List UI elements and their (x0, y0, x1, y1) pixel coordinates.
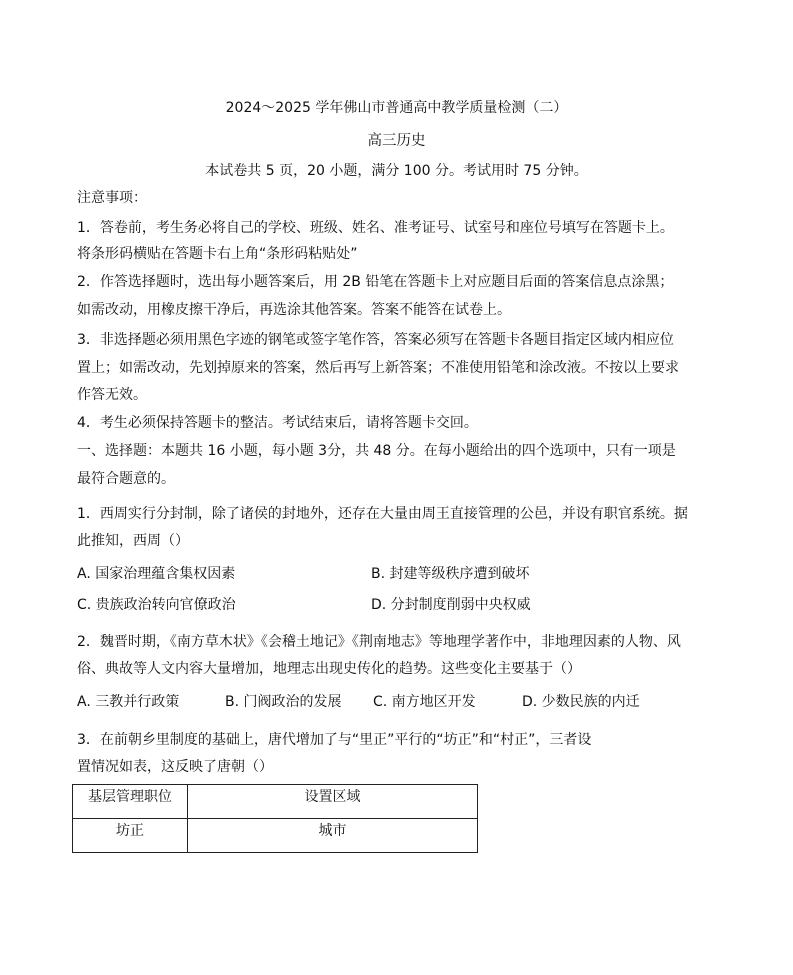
table-row (73, 819, 478, 853)
notice-line-6: 置上；如需改动，先划掉原来的答案，然后再写上新答案；不准使用铅笔和涂改液。不按以上要求 (77, 360, 679, 376)
notice-line-7: 作答无效。 (77, 387, 147, 403)
table-header-cell: 基层管理职位 (73, 785, 188, 819)
q2-stem-line-2: 俗、典故等人文内容大量增加，地理志出现史传化的趋势。这些变化主要基于（） (77, 661, 581, 677)
section1-line-1: 一、选择题：本题共 16 小题，每小题 3分，共 48 分。在每小题给出的四个选项中，只有一项是 (77, 443, 676, 459)
q1-option-b: B. 封建等级秩序遭到破坏 (371, 566, 530, 582)
q2-stem-line-1: 2．魏晋时期，《南方草木状》《会稽土地记》《荆南地志》等地理学著作中，非地理因素的人物、风 (77, 634, 681, 650)
exam-title: 2024～2025 学年佛山市普通高中教学质量检测（二） (225, 100, 568, 116)
q2-option-d: D. 少数民族的内迁 (522, 694, 640, 710)
notice-line-2: 将条形码横贴在答题卡右上角“条形码粘贴处” (77, 246, 358, 262)
notice-line-5: 3．非选择题必须用黑色字迹的钢笔或签字笔作答，答案必须写在答题卡各题目指定区域内相应位 (77, 332, 674, 348)
notice-line-4: 如需改动，用橡皮擦干净后，再选涂其他答案。答案不能答在试卷上。 (77, 302, 511, 318)
exam-subject: 高三历史 (367, 133, 426, 149)
table-cell: 城市 (188, 819, 478, 853)
notice-heading: 注意事项： (77, 190, 147, 206)
section1-line-2: 最符合题意的。 (77, 471, 175, 487)
notice-line-8: 4．考生必须保持答题卡的整洁。考试结束后，请将答题卡交回。 (77, 415, 478, 431)
notice-line-1: 1．答卷前，考生务必将自己的学校、班级、姓名、准考证号、试室号和座位号填写在答题卡上。 (77, 220, 674, 236)
q2-option-b: B. 门阀政治的发展 (225, 694, 342, 710)
q1-option-c: C. 贵族政治转向官僚政治 (77, 597, 236, 613)
q2-option-c: C. 南方地区开发 (373, 694, 476, 710)
notice-line-3: 2．作答选择题时，选出每小题答案后，用 2B 铅笔在答题卡上对应题目后面的答案信息点涂黑； (77, 274, 674, 290)
q1-option-a: A. 国家治理蕴含集权因素 (77, 566, 236, 582)
q3-stem-line-2: 置情况如表，这反映了唐朝（） (77, 759, 273, 775)
table-header-cell: 设置区域 (188, 785, 478, 819)
q3-table (72, 784, 478, 853)
exam-info: 本试卷共 5 页，20 小题，满分 100 分。考试用时 75 分钟。 (205, 163, 588, 179)
q1-stem-line-2: 此推知，西周（） (77, 533, 189, 549)
q1-option-d: D. 分封制度削弱中央权威 (371, 597, 531, 613)
table-cell: 坊正 (73, 819, 188, 853)
q2-option-a: A. 三教并行政策 (77, 694, 180, 710)
table-header-row (73, 785, 478, 819)
q1-stem-line-1: 1．西周实行分封制，除了诸侯的封地外，还存在大量由周王直接管理的公邑，并设有职官系统。据 (77, 506, 688, 522)
q3-stem-line-1: 3．在前朝乡里制度的基础上，唐代增加了与“里正”平行的“坊正”和“村正”，三者设 (77, 732, 592, 748)
